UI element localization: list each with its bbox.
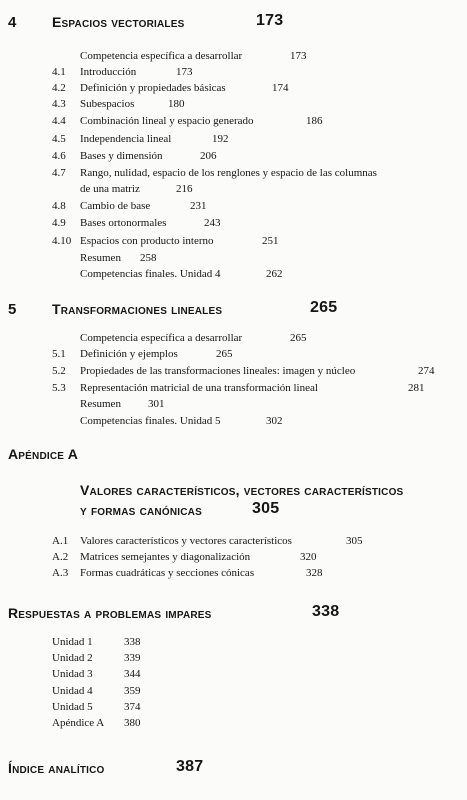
answer-row: Unidad 5 374: [52, 701, 141, 713]
answer-row: Unidad 2 339: [52, 652, 141, 664]
chapter-number: 5: [8, 301, 17, 318]
appendix-label: Apéndice A: [8, 446, 79, 462]
appendix-title-line2: y formas canónicas: [80, 502, 202, 518]
index-page: 387: [176, 758, 204, 775]
appendix-page: 305: [252, 500, 280, 517]
answers-page: 338: [312, 603, 340, 620]
appendix-title-line2-wrap: [80, 500, 280, 518]
chapter-number: 4: [8, 14, 17, 31]
index-title: Índice analítico: [8, 760, 105, 776]
chapter-page: 173: [256, 12, 284, 29]
answer-row: Apéndice A 380: [52, 717, 141, 729]
answer-row: Unidad 3 344: [52, 668, 141, 680]
chapter-page: 265: [310, 299, 338, 316]
appendix-title-line1: Valores característicos, vectores característicos: [80, 482, 404, 498]
answers-title: Respuestas a problemas impares: [8, 605, 212, 621]
chapter-title: Transformaciones lineales: [52, 301, 223, 317]
answer-row: Unidad 1 338: [52, 636, 141, 648]
answer-row: Unidad 4 359: [52, 685, 141, 697]
chapter-title: Espacios vectoriales: [52, 14, 185, 30]
